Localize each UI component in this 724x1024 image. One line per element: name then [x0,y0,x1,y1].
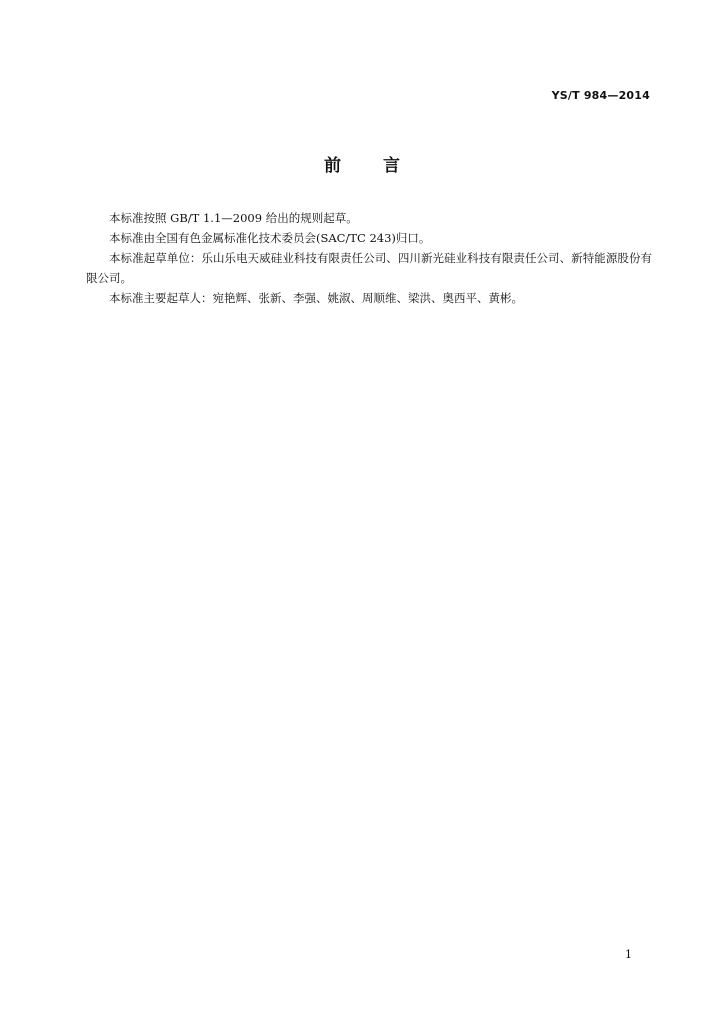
page-number: 1 [625,948,632,961]
title-char-1: 前 [324,156,341,176]
paragraph-drafters: 本标准主要起草人：宛艳辉、张新、李强、姚淑、周顺维、梁洪、奥西平、黄彬。 [109,291,523,305]
foreword-body [86,208,652,308]
paragraph-committee: 本标准由全国有色金属标准化技术委员会(SAC/TC 243)归口。 [109,231,431,245]
paragraph-drafting-rules: 本标准按照 GB/T 1.1—2009 给出的规则起草。 [109,211,358,225]
title-char-2: 言 [383,156,400,176]
page-title [0,151,724,176]
standard-number: YS/T 984—2014 [551,89,650,102]
paragraph-drafting-units: 本标准起草单位：乐山乐电天威硅业科技有限责任公司、四川新光硅业科技有限责任公司、新特能源股份有限公司。 [86,251,652,285]
